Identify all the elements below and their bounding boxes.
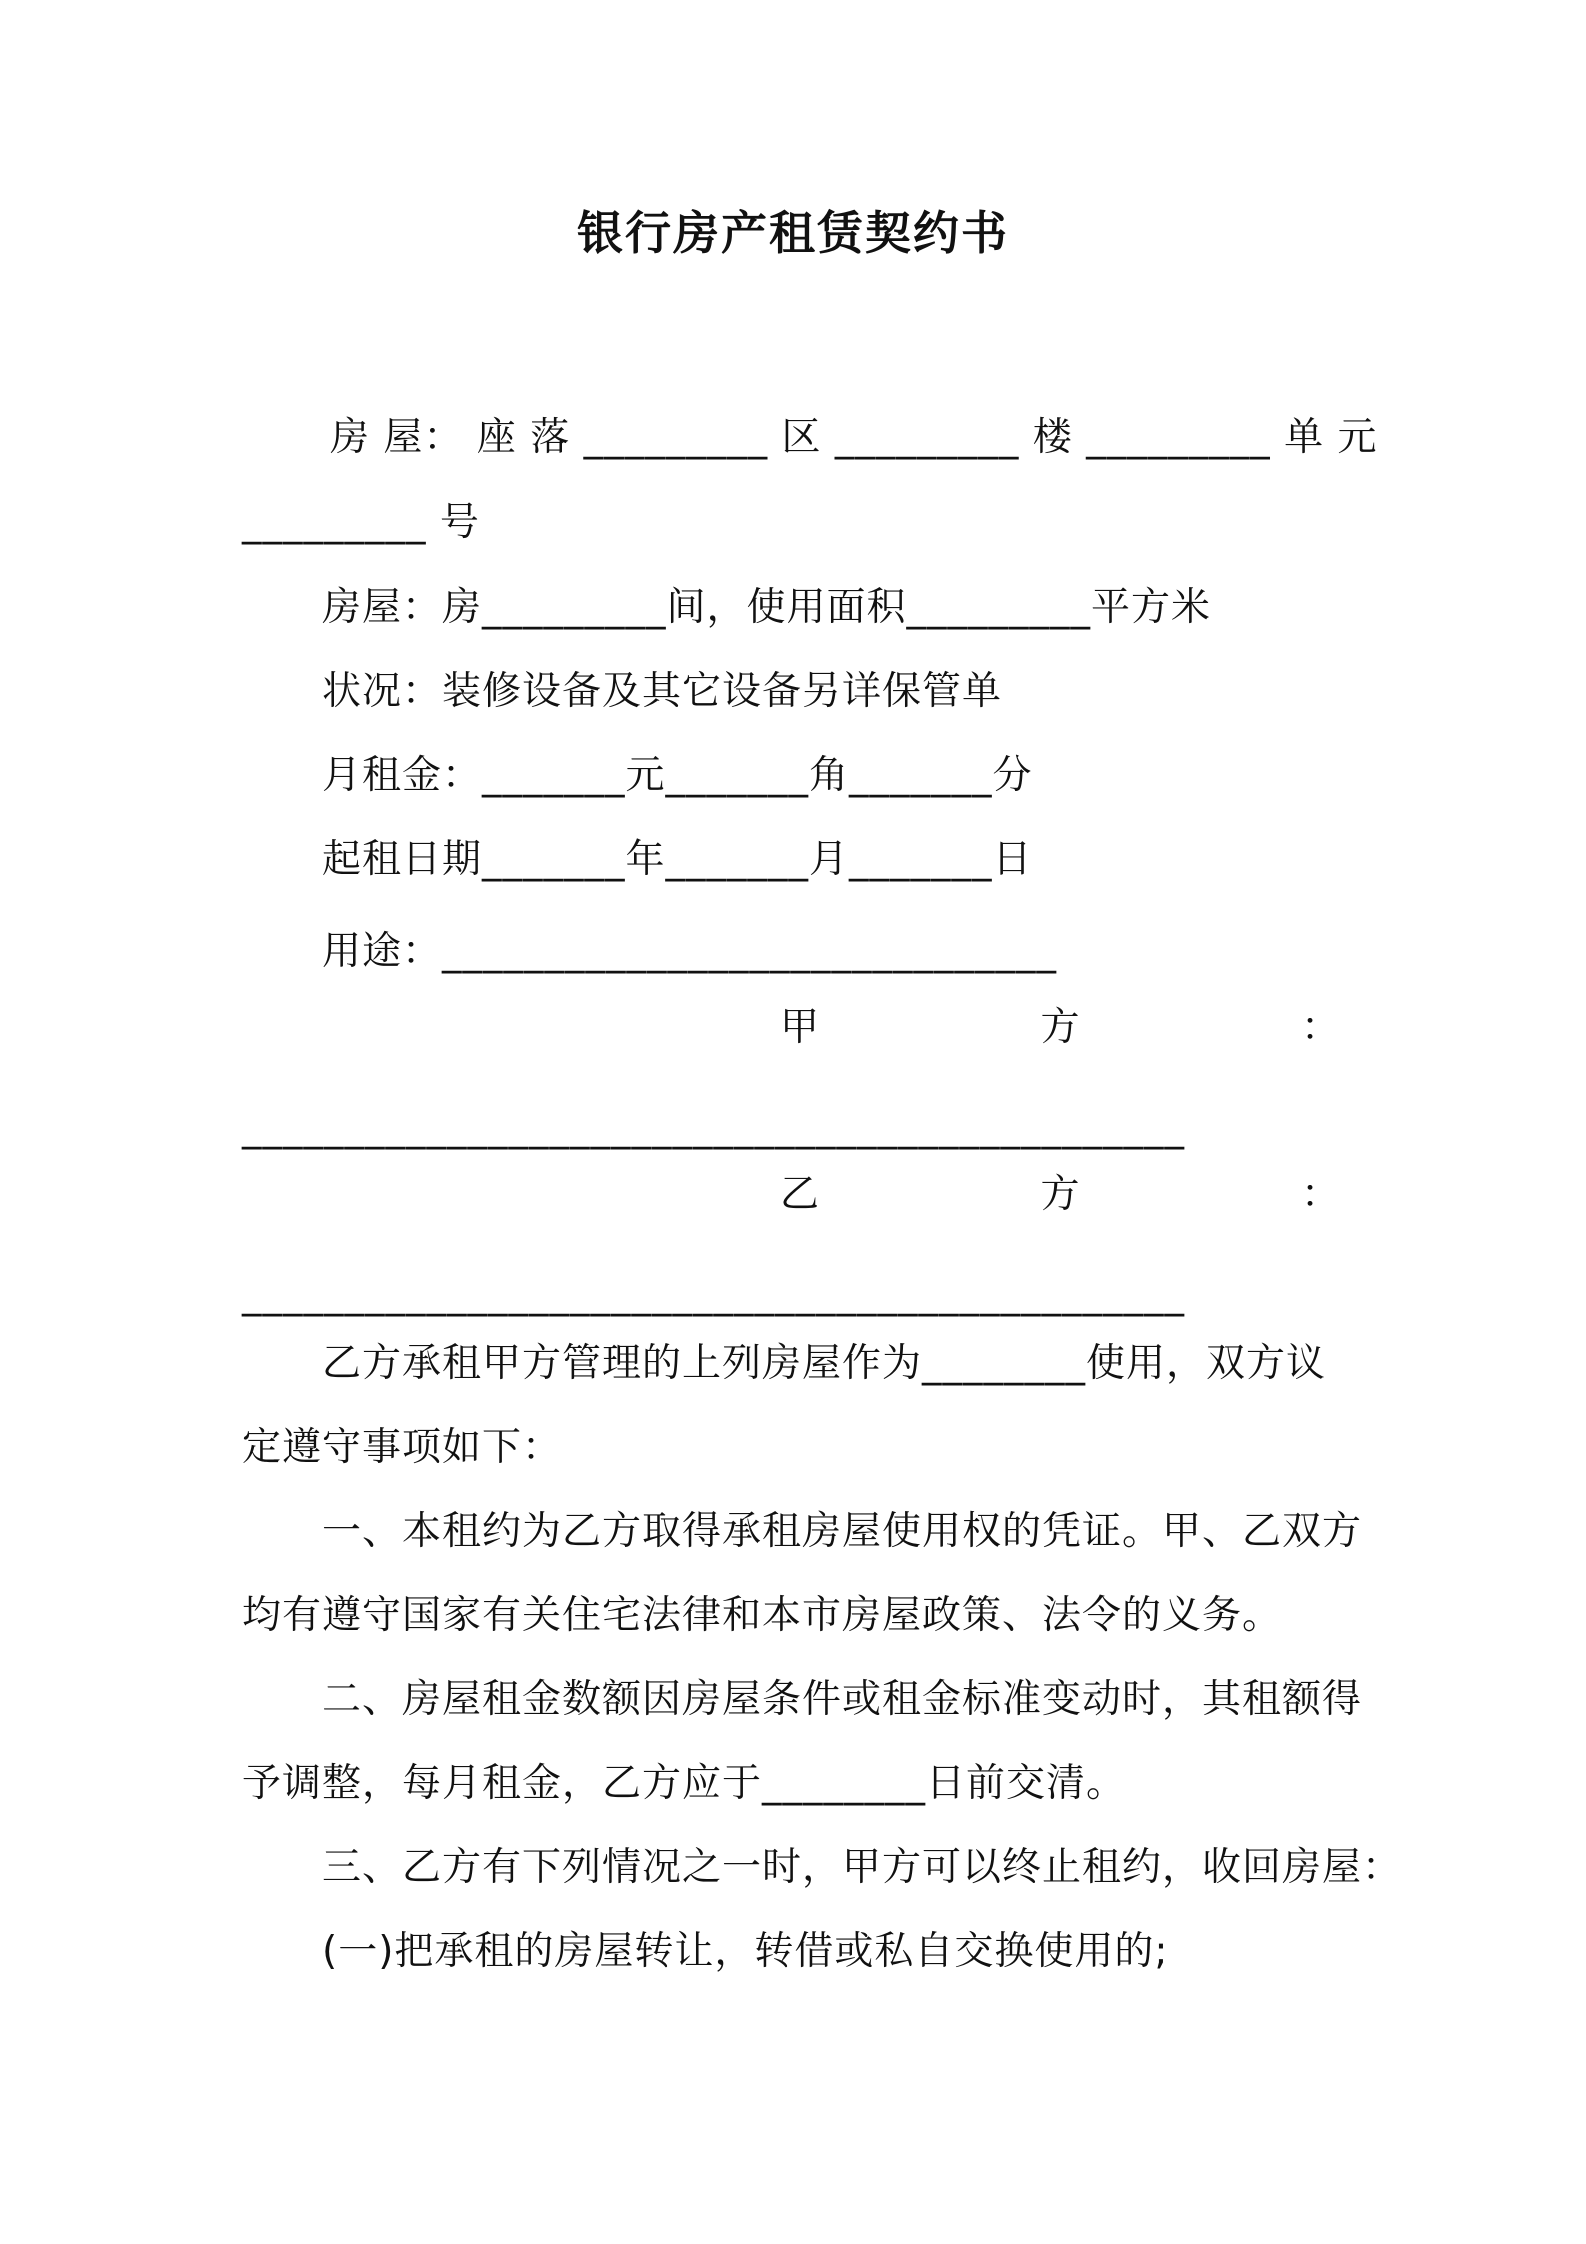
monthly-rent-line: 月租金：_______元_______角_______分: [322, 753, 1033, 798]
party-b-label-row: [780, 1172, 1340, 1217]
party-b-colon: ：: [1300, 1172, 1340, 1217]
party-b-char-2: 方: [1040, 1172, 1080, 1217]
party-a-char-1: 甲: [780, 1005, 820, 1050]
clause-2-line-1: 二、房屋租金数额因房屋条件或租金标准变动时，其租额得: [322, 1677, 1363, 1722]
house-rooms-line: 房屋：房_________间，使用面积_________平方米: [322, 585, 1212, 630]
party-a-signature-line: ______________________________________________: [242, 1105, 1185, 1150]
purpose-line: 用途：______________________________: [322, 929, 1058, 974]
agreement-intro-line-1: 乙方承租甲方管理的上列房屋作为________使用，双方议: [322, 1341, 1327, 1386]
start-date-line: 起租日期_______年_______月_______日: [322, 837, 1033, 882]
party-a-colon: ：: [1300, 1005, 1340, 1050]
document-title: 银行房产租赁契约书: [577, 206, 1009, 260]
party-a-label-row: [780, 1005, 1340, 1050]
agreement-intro-line-2: 定遵守事项如下：: [242, 1425, 563, 1470]
clause-1-line-1: 一、本租约为乙方取得承租房屋使用权的凭证。甲、乙双方: [322, 1509, 1363, 1554]
house-condition-line: 状况：装修设备及其它设备另详保管单: [322, 669, 1003, 714]
party-b-char-1: 乙: [780, 1172, 820, 1217]
clause-1-line-2: 均有遵守国家有关住宅法律和本市房屋政策、法令的义务。: [242, 1593, 1283, 1638]
party-b-signature-line: ______________________________________________: [242, 1272, 1185, 1317]
clause-3-item-1-line: (一)把承租的房屋转让，转借或私自交换使用的;: [322, 1929, 1169, 1974]
party-a-char-2: 方: [1040, 1005, 1080, 1050]
house-location-line: 房 屋： 座 落 _________ 区 _________ 楼 _________ 单 元: [330, 415, 1378, 460]
clause-2-line-2: 予调整，每月租金，乙方应于________日前交清。: [242, 1761, 1127, 1806]
house-number-line: _________ 号: [242, 500, 480, 545]
clause-3-line: 三、乙方有下列情况之一时，甲方可以终止租约，收回房屋：: [322, 1845, 1403, 1890]
